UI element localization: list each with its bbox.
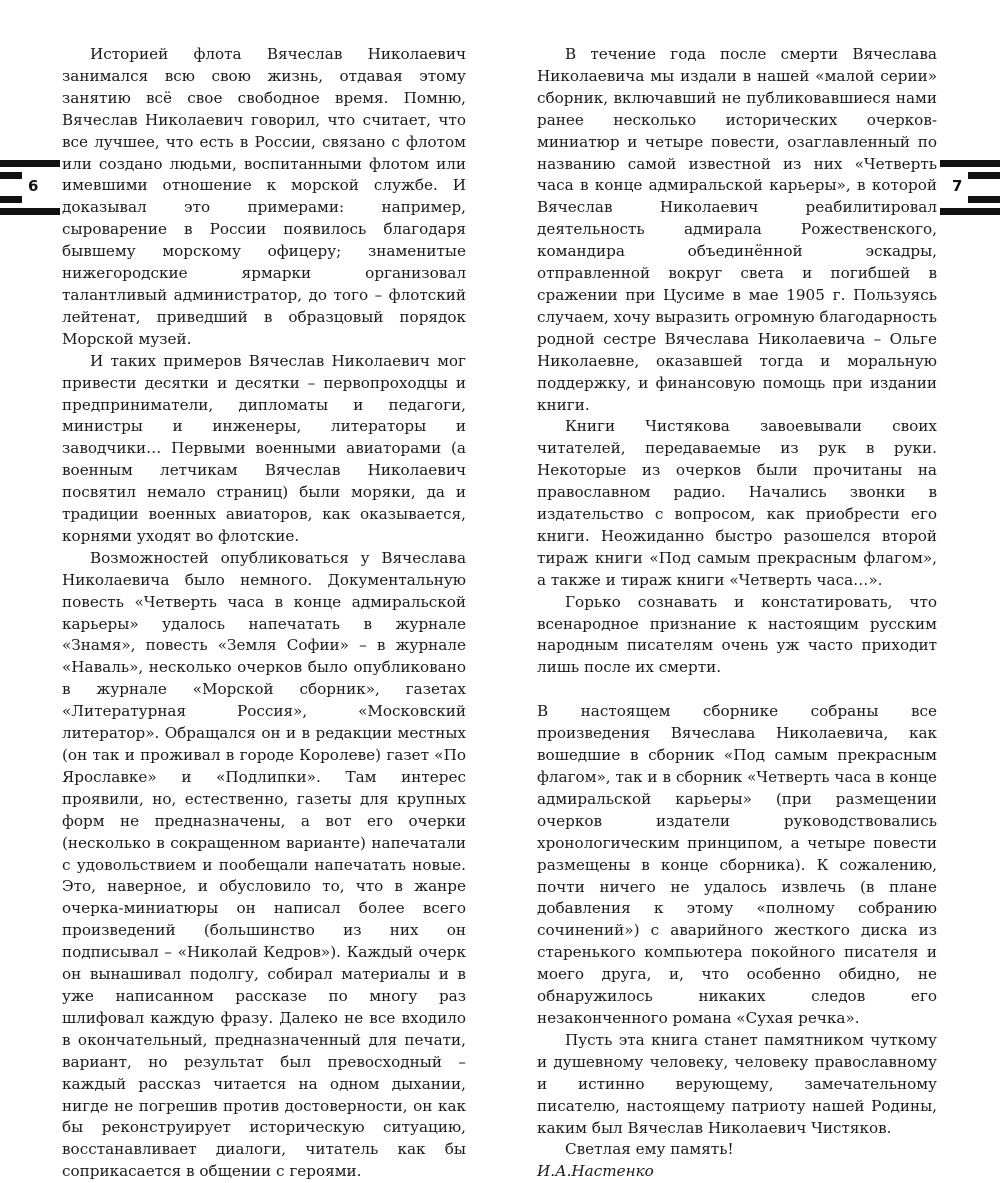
left-page [62,44,466,1183]
paragraph: В течение года после смерти Вячеслава Николаевича мы издали в нашей «малой серии» сборник, включавший не публиковавшиеся нами ранее несколько исторических очерков-миниатюр и четыре повести, озаглавленный по названию самой известной из них «Четверть часа в конце адмиральской карьеры», в которой Вячеслав Николаевич реабилитировал деятельность адмирала Рожественского, командира объединённой эскадры, отправленной вокруг света и погибшей в сражении при Цусиме в мае 1905 г. Пользуясь случаем, хочу выразить огромную благодарность родной сестре Вячеслава Николаевича – Ольге Николаевне, оказавшей тогда и моральную поддержку, и финансовую помощь при издании книги. [537,45,937,414]
paragraph: Пусть эта книга станет памятником чуткому и душевному человеку, человеку православному и истинно верующему, замечательному писателю, настоящему патриоту нашей Родины, каким был Вячеслав Николаевич Чистяков. [537,1030,937,1137]
page-number-right: 7 [952,177,963,195]
paragraph: И таких примеров Вячеслав Николаевич мог привести десятки и десятки – первопроходцы и предприниматели, дипломаты и педагоги, министры и инженеры, литераторы и заводчики… Первыми военными авиаторами (а военным летчикам Вячеслав Николаевич посвятил немало страниц) были моряки, да и традиции военных авиаторов, как оказывается, корнями уходят во флотские. [62,351,466,545]
page-number-left: 6 [28,177,39,195]
marker-bar [0,208,60,215]
paragraph: Историей флота Вячеслав Николаевич занимался всю свою жизнь, отдавая этому занятию всё свое свободное время. Помню, Вячеслав Николаевич говорил, что считает, что все лучшее, что есть в России, связано с флотом или создано людьми, воспитанными флотом или имевшими отношение к морской службе. И доказывал это примерами: например, сыроварение в России появилось благодаря бывшему морскому офицеру; знаменитые нижегородские ярмарки организовал талантливый администратор, до того – флотский лейтенат, приведший в образцовый порядок Морской музей. [62,45,466,348]
author-signature: И.А.Настенко [537,1162,654,1181]
marker-bar [0,160,60,167]
paragraph: В настоящем сборнике собраны все произведения Вячеслава Николаевича, как вошедшие в сборник «Под самым прекрасным флагом», так и в сборник «Четверть часа в конце адмиральской карьеры» (при размещении очерков издатели руководствовались хронологическим принципом, а четыре повести размещены в конце сборника). К сожалению, почти ничего не удалось извлечь (в плане добавления к этому «полному собранию сочинений») с аварийного жесткого диска из старенького компьютера покойного писателя и моего друга, и, что особенно обидно, не обнаружилось никаких следов его незаконченного романа «Сухая речка». [537,702,937,1027]
marker-bar [968,196,1000,203]
marker-bar [968,172,1000,179]
marker-bar [0,196,22,203]
paragraph: Светлая ему память! [565,1140,734,1159]
paragraph: Горько сознавать и констатировать, что всенародное признание к настоящим русским народным писателям очень уж часто приходит лишь после их смерти. [537,592,937,677]
marker-bar [940,160,1000,167]
marker-bar [940,208,1000,215]
paragraph: Возможностей опубликоваться у Вячеслава Николаевича было немного. Документальную повесть «Четверть часа в конце адмиральской карьеры» удалось напечатать в журнале «Знамя», повесть «Земля Софии» – в журнале «Наваль», несколько очерков было опубликовано в журнале «Морской сборник», газетах «Литературная Россия», «Московский литератор». Обращался он и в редакции местных (он так и проживал в городе Королеве) газет «По Ярославке» и «Подлипки». Там интерес проявили, но, естественно, газеты для крупных форм не предназначены, а вот его очерки (несколько в сокращенном варианте) напечатали с удовольствием и пообещали напечатать новые. Это, наверное, и обусловило то, что в жанре очерка-миниатюры он написал более всего произведений (большинство из них он подписывал – «Николай Кедров»). Каждый очерк он вынашивал подолгу, собирал материалы и в уже написанном рассказе по многу раз шлифовал каждую фразу. Далеко не все входило в окончательный, предназначенный для печати, вариант, но результат был превосходный – каждый рассказ читается на одном дыхании, нигде не погрешив против достоверности, он как бы реконструирует историческую ситуацию, восстанавливает диалоги, читатель как бы соприкасается в общении с героями. [62,548,466,1181]
right-page [537,44,937,1183]
section-gap [537,679,937,701]
page-marker-right [940,158,1000,216]
marker-bar [0,172,22,179]
paragraph: Книги Чистякова завоевывали своих читателей, передаваемые из рук в руки. Некоторые из очерков были прочитаны на православном радио. Начались звонки в издательство с вопросом, как приобрести его книги. Неожиданно быстро разошелся второй тираж книги «Под самым прекрасным флагом», а также и тираж книги «Четверть часа…». [537,417,937,589]
page-marker-left [0,158,60,216]
